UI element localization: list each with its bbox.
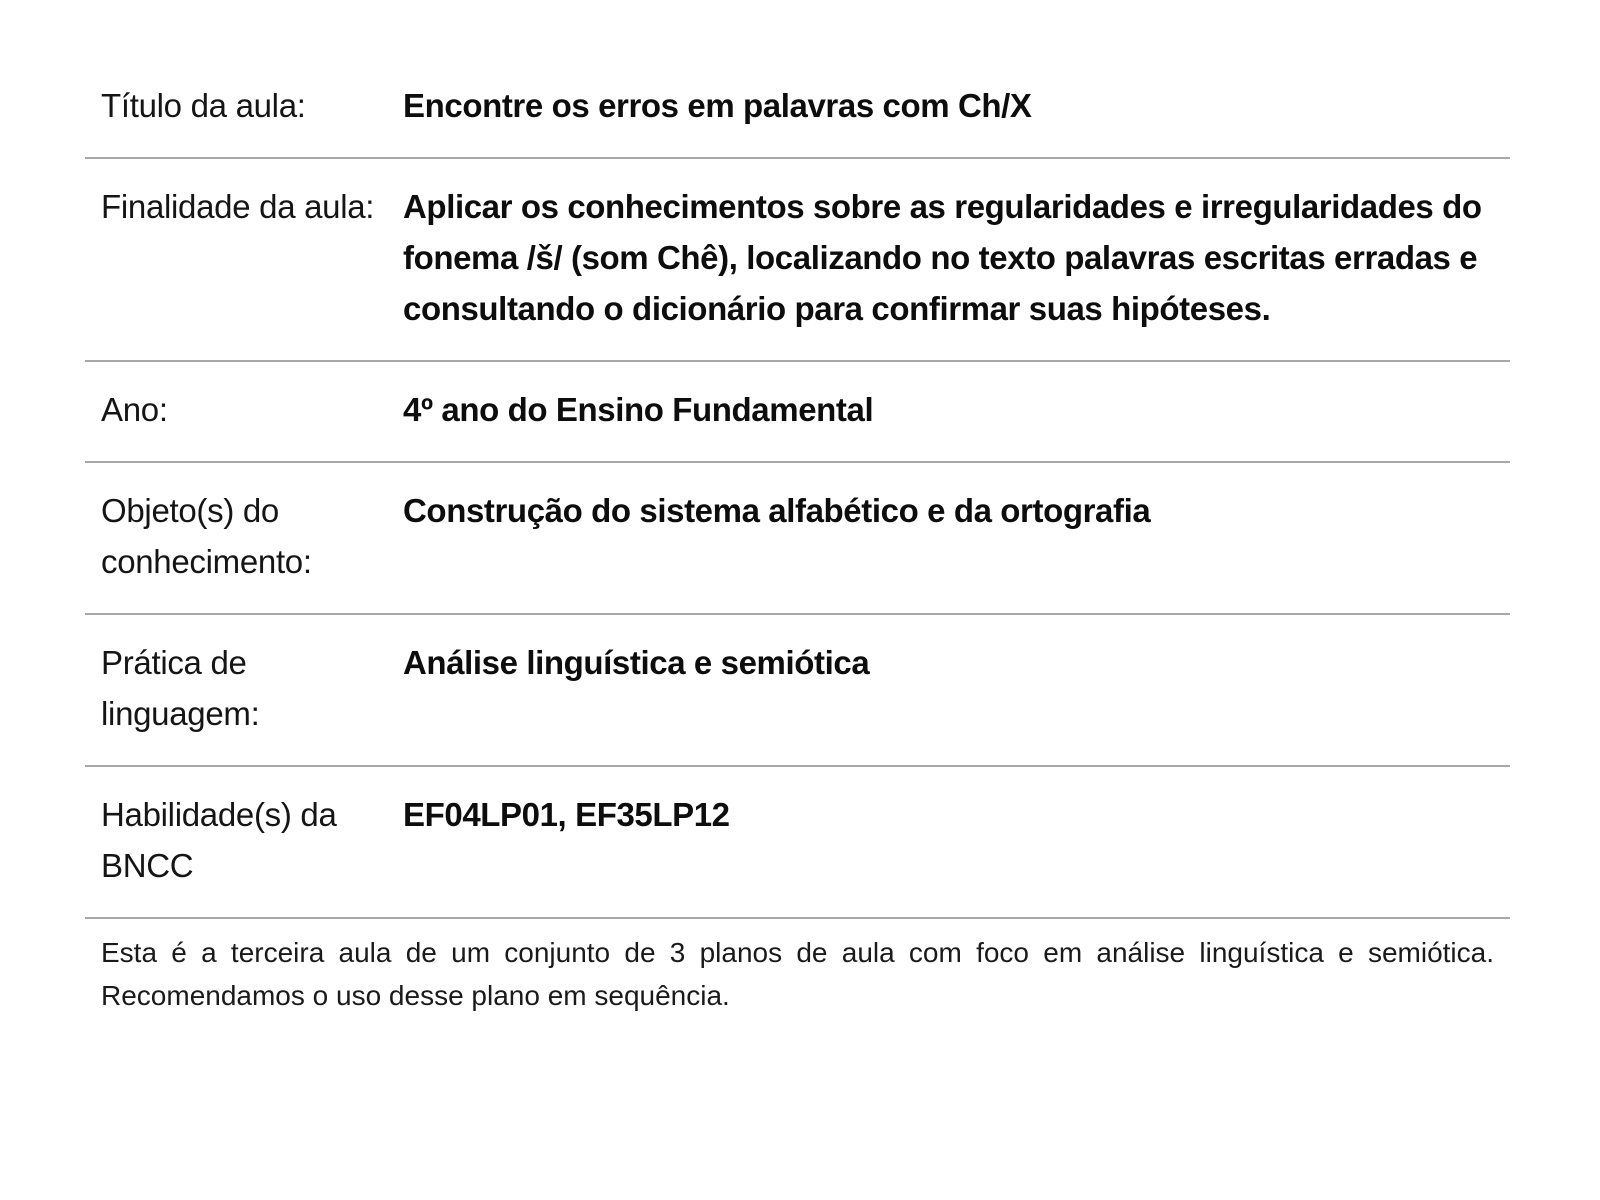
row-language-practice bbox=[85, 615, 1510, 767]
sequence-note: Esta é a terceira aula de um conjunto de 3 planos de aula com foco em análise linguística e semiótica. Recomendamos o uso desse plano em sequência. bbox=[101, 937, 1494, 1011]
lesson-purpose-value: Aplicar os conhecimentos sobre as regularidades e irregularidades do fonema /š/ (som Chê), localizando no texto palavras escritas erradas e consultando o dicionário para confirmar suas hipóteses. bbox=[403, 188, 1482, 327]
bncc-skills-label: Habilidade(s) da BNCC bbox=[101, 796, 337, 884]
bncc-skills-value: EF04LP01, EF35LP12 bbox=[403, 796, 730, 833]
row-bncc-skills bbox=[85, 767, 1510, 919]
grade-value: 4º ano do Ensino Fundamental bbox=[403, 391, 874, 428]
row-lesson-purpose bbox=[85, 159, 1510, 362]
lesson-title-value: Encontre os erros em palavras com Ch/X bbox=[403, 87, 1032, 124]
row-lesson-title bbox=[85, 60, 1510, 159]
language-practice-label: Prática de linguagem: bbox=[101, 644, 260, 732]
lesson-purpose-label: Finalidade da aula: bbox=[101, 188, 375, 225]
row-knowledge-objects bbox=[85, 463, 1510, 615]
knowledge-objects-label: Objeto(s) do conhecimento: bbox=[101, 492, 312, 580]
lesson-title-label: Título da aula: bbox=[101, 87, 306, 124]
grade-label: Ano: bbox=[101, 391, 168, 428]
knowledge-objects-value: Construção do sistema alfabético e da ortografia bbox=[403, 492, 1151, 529]
row-grade bbox=[85, 362, 1510, 463]
language-practice-value: Análise linguística e semiótica bbox=[403, 644, 870, 681]
lesson-info-table bbox=[85, 60, 1510, 1017]
